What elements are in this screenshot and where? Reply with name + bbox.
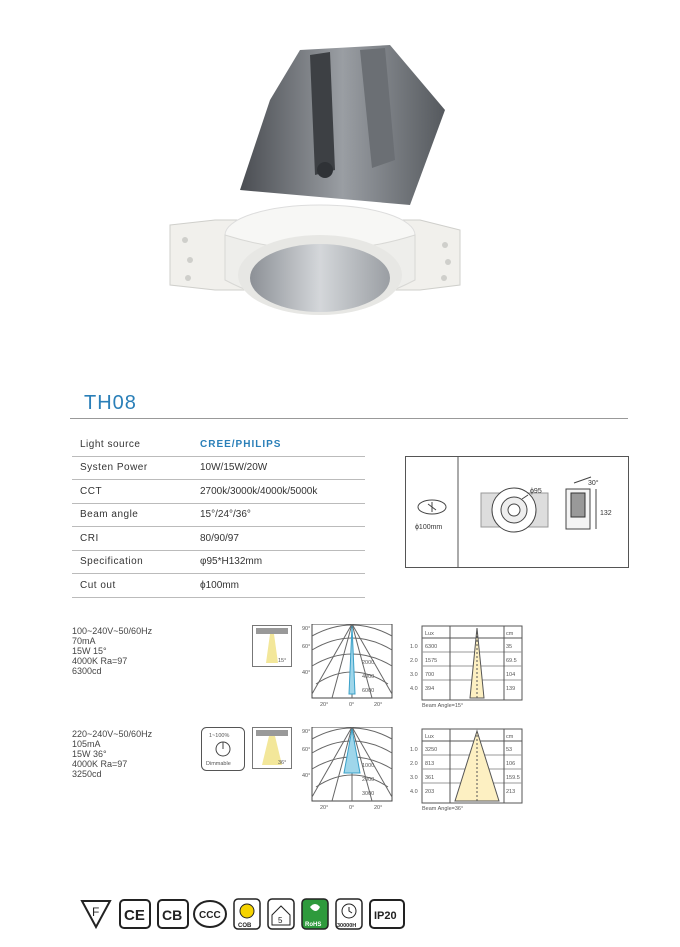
spec-line: 15W 15° bbox=[72, 646, 107, 656]
svg-text:0°: 0° bbox=[349, 805, 355, 811]
spec-value: ϕ100mm bbox=[192, 574, 365, 598]
spec-row bbox=[72, 550, 365, 574]
svg-text:394: 394 bbox=[425, 686, 435, 692]
svg-text:4.0: 4.0 bbox=[410, 686, 418, 692]
svg-text:53: 53 bbox=[506, 747, 513, 753]
svg-text:60°: 60° bbox=[302, 747, 311, 753]
spec-line: 3250cd bbox=[72, 769, 102, 779]
spec-table bbox=[72, 433, 365, 598]
svg-text:3250: 3250 bbox=[425, 747, 438, 753]
title-divider bbox=[70, 418, 628, 419]
svg-text:104: 104 bbox=[506, 672, 516, 678]
certification-row bbox=[80, 897, 410, 931]
svg-text:361: 361 bbox=[425, 775, 435, 781]
spec-row bbox=[72, 456, 365, 480]
svg-text:cm: cm bbox=[506, 631, 514, 637]
svg-text:CCC: CCC bbox=[199, 910, 221, 921]
svg-text:4.0: 4.0 bbox=[410, 789, 418, 795]
svg-text:159.5: 159.5 bbox=[506, 775, 520, 781]
spec-value: φ95*H132mm bbox=[192, 550, 365, 574]
spec-label: Cut out bbox=[72, 574, 192, 598]
svg-text:2.0: 2.0 bbox=[410, 761, 418, 767]
dimmable-icon bbox=[201, 727, 245, 771]
spec-label: Systen Power bbox=[72, 456, 192, 480]
svg-text:6300: 6300 bbox=[425, 644, 438, 650]
svg-text:3.0: 3.0 bbox=[410, 672, 418, 678]
svg-text:90°: 90° bbox=[302, 626, 311, 632]
spec-label: CCT bbox=[72, 480, 192, 504]
spec-line: 220~240V~50/60Hz bbox=[72, 729, 153, 739]
svg-text:cm: cm bbox=[506, 734, 514, 740]
diameter-dim: ϕ95 bbox=[530, 488, 542, 495]
svg-text:0°: 0° bbox=[349, 702, 355, 708]
svg-text:20°: 20° bbox=[374, 702, 383, 708]
spec-line: 15W 36° bbox=[72, 749, 107, 759]
product-model-title: TH08 bbox=[84, 392, 137, 414]
polar-diagram-2 bbox=[302, 727, 402, 811]
spec-label: Light source bbox=[72, 433, 192, 456]
cutout-dim: ϕ100mm bbox=[415, 524, 443, 531]
svg-text:1.0: 1.0 bbox=[410, 644, 418, 650]
svg-text:COB: COB bbox=[238, 923, 252, 929]
svg-text:4000: 4000 bbox=[362, 674, 375, 680]
svg-text:3000: 3000 bbox=[362, 791, 375, 797]
svg-text:213: 213 bbox=[506, 789, 516, 795]
svg-text:6000: 6000 bbox=[362, 688, 375, 694]
svg-text:RoHS: RoHS bbox=[305, 922, 322, 928]
svg-text:Beam Angle=15°: Beam Angle=15° bbox=[422, 703, 464, 708]
svg-text:1575: 1575 bbox=[425, 658, 438, 664]
spec-row bbox=[72, 503, 365, 527]
svg-text:Beam Angle=36°: Beam Angle=36° bbox=[422, 806, 464, 811]
spec-line: 105mA bbox=[72, 739, 101, 749]
svg-text:20°: 20° bbox=[320, 805, 329, 811]
svg-text:20°: 20° bbox=[320, 702, 329, 708]
spec-label: CRI bbox=[72, 527, 192, 551]
svg-text:69.5: 69.5 bbox=[506, 658, 517, 664]
spec-row bbox=[72, 480, 365, 504]
svg-text:Lux: Lux bbox=[425, 734, 434, 740]
cb-icon bbox=[158, 900, 188, 928]
svg-text:1000: 1000 bbox=[362, 763, 375, 769]
svg-text:40°: 40° bbox=[302, 773, 311, 779]
svg-text:20°: 20° bbox=[374, 805, 383, 811]
svg-text:CB: CB bbox=[162, 907, 183, 923]
polar-diagram-1 bbox=[302, 624, 402, 708]
height-dim: 132 bbox=[600, 510, 612, 517]
spec-value: 2700k/3000k/4000k/5000k bbox=[192, 480, 365, 504]
svg-text:1~100%: 1~100% bbox=[209, 733, 230, 739]
lifetime-clock-icon bbox=[336, 899, 362, 929]
tilt-dim: 30° bbox=[588, 480, 599, 487]
svg-text:106: 106 bbox=[506, 761, 516, 767]
svg-text:15°: 15° bbox=[278, 658, 287, 664]
svg-text:60°: 60° bbox=[302, 644, 311, 650]
svg-text:Dimmable: Dimmable bbox=[206, 761, 231, 767]
svg-text:35: 35 bbox=[506, 644, 513, 650]
spec-line: 4000K Ra=97 bbox=[72, 759, 128, 769]
cob-icon bbox=[234, 899, 260, 929]
spec-value: 15°/24°/36° bbox=[192, 503, 365, 527]
svg-text:2.0: 2.0 bbox=[410, 658, 418, 664]
ce-icon bbox=[120, 900, 150, 928]
spec-line: 4000K Ra=97 bbox=[72, 656, 128, 666]
svg-text:40°: 40° bbox=[302, 670, 311, 676]
dimension-svg bbox=[406, 457, 628, 567]
spec-row bbox=[72, 574, 365, 598]
spec-line: 70mA bbox=[72, 636, 96, 646]
photometric-text-2 bbox=[72, 729, 152, 779]
beam-icon-2 bbox=[252, 727, 292, 769]
svg-text:2000: 2000 bbox=[362, 660, 375, 666]
ccc-icon bbox=[194, 901, 226, 927]
spec-value: 10W/15W/20W bbox=[192, 456, 365, 480]
svg-text:139: 139 bbox=[506, 686, 516, 692]
spec-row bbox=[72, 527, 365, 551]
product-photo bbox=[160, 40, 480, 320]
f-mark-icon bbox=[82, 901, 110, 927]
svg-text:813: 813 bbox=[425, 761, 435, 767]
rohs-icon bbox=[302, 899, 328, 929]
spec-row bbox=[72, 433, 365, 456]
illuminance-table-1 bbox=[408, 624, 523, 708]
illuminance-table-2 bbox=[408, 727, 523, 811]
beam-icon-1 bbox=[252, 625, 292, 667]
svg-text:3.0: 3.0 bbox=[410, 775, 418, 781]
spec-label: Specification bbox=[72, 550, 192, 574]
svg-text:Lux: Lux bbox=[425, 631, 434, 637]
svg-text:30000H: 30000H bbox=[337, 923, 357, 929]
dimension-drawing bbox=[405, 456, 629, 568]
photometric-text-1 bbox=[72, 626, 152, 676]
svg-text:2000: 2000 bbox=[362, 777, 375, 783]
svg-text:1.0: 1.0 bbox=[410, 747, 418, 753]
svg-text:90°: 90° bbox=[302, 729, 311, 735]
svg-text:5: 5 bbox=[278, 916, 283, 925]
svg-text:700: 700 bbox=[425, 672, 435, 678]
svg-text:36°: 36° bbox=[278, 760, 287, 766]
warranty-house-icon bbox=[268, 899, 294, 929]
spec-line: 100~240V~50/60Hz bbox=[72, 626, 153, 636]
ip20-icon bbox=[370, 900, 404, 928]
spec-value: 80/90/97 bbox=[192, 527, 365, 551]
spec-label: Beam angle bbox=[72, 503, 192, 527]
spec-line: 6300cd bbox=[72, 666, 102, 676]
svg-text:203: 203 bbox=[425, 789, 435, 795]
svg-text:CE: CE bbox=[124, 907, 145, 924]
spec-value: CREE/PHILIPS bbox=[192, 433, 365, 456]
svg-text:F: F bbox=[92, 905, 100, 919]
svg-text:IP20: IP20 bbox=[374, 910, 397, 922]
